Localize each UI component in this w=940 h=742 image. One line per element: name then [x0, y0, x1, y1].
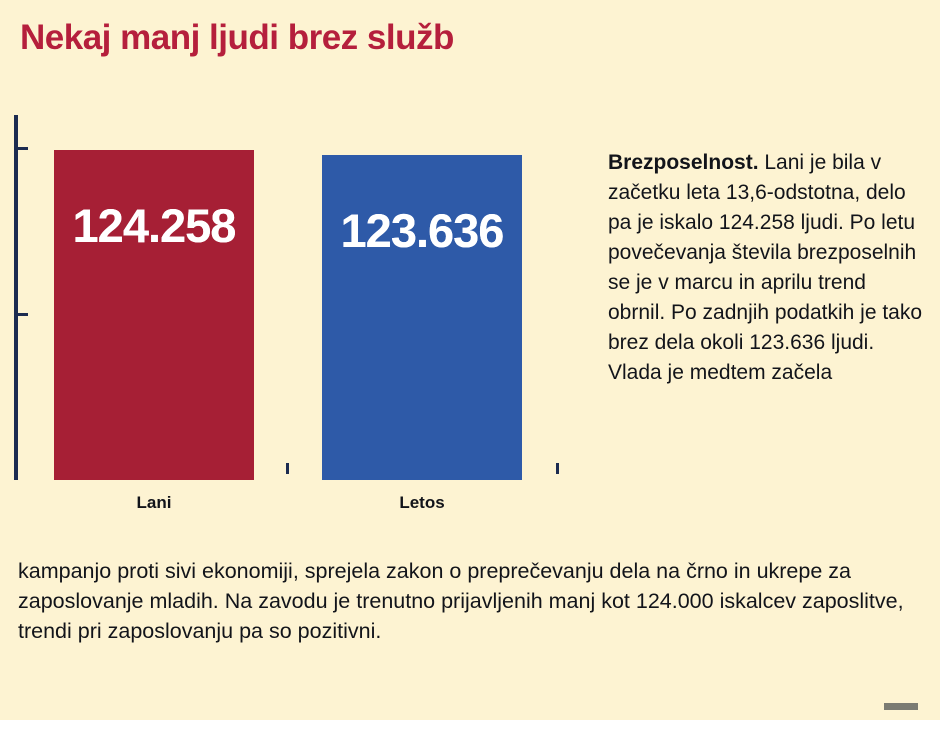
x-axis-label-letos: Letos [399, 493, 445, 512]
bar-chart [14, 115, 594, 515]
bar-lani [54, 150, 254, 480]
bar-value-lani: 124.258 [72, 199, 236, 252]
end-marker [884, 703, 918, 710]
y-axis-tick-lower [14, 313, 28, 316]
bottom-strip [0, 720, 940, 742]
baseline-tick-lani [286, 463, 289, 474]
y-axis [14, 115, 18, 480]
bar-letos [322, 155, 522, 480]
y-axis-tick-upper [14, 147, 28, 150]
x-axis-label-lani: Lani [136, 493, 172, 512]
page-title: Nekaj manj ljudi brez služb [20, 18, 454, 57]
bar-value-letos: 123.636 [340, 204, 504, 257]
sidebar-description-lead: Brezposelnost. [608, 151, 759, 174]
baseline-tick-letos [556, 463, 559, 474]
sidebar-description [608, 148, 928, 388]
sidebar-description-body: Lani je bila v začetku leta 13,6-odstotna, delo pa je iskalo 124.258 ljudi. Po letu povečevanja števila brezposelnih se je v marcu in aprilu trend obrnil. Po zadnjih podatkih je tako brez dela okoli 123.636 ljudi. Vlada je medtem začela [608, 151, 923, 384]
bottom-description: kampanjo proti sivi ekonomiji, sprejela zakon o preprečevanju dela na črno in ukrepe za zaposlovanje mladih. Na zavodu je trenutno prijavljenih manj kot 124.000 iskalcev zaposlitve, trendi pri zaposlovanju pa so pozitivni. [18, 559, 904, 643]
